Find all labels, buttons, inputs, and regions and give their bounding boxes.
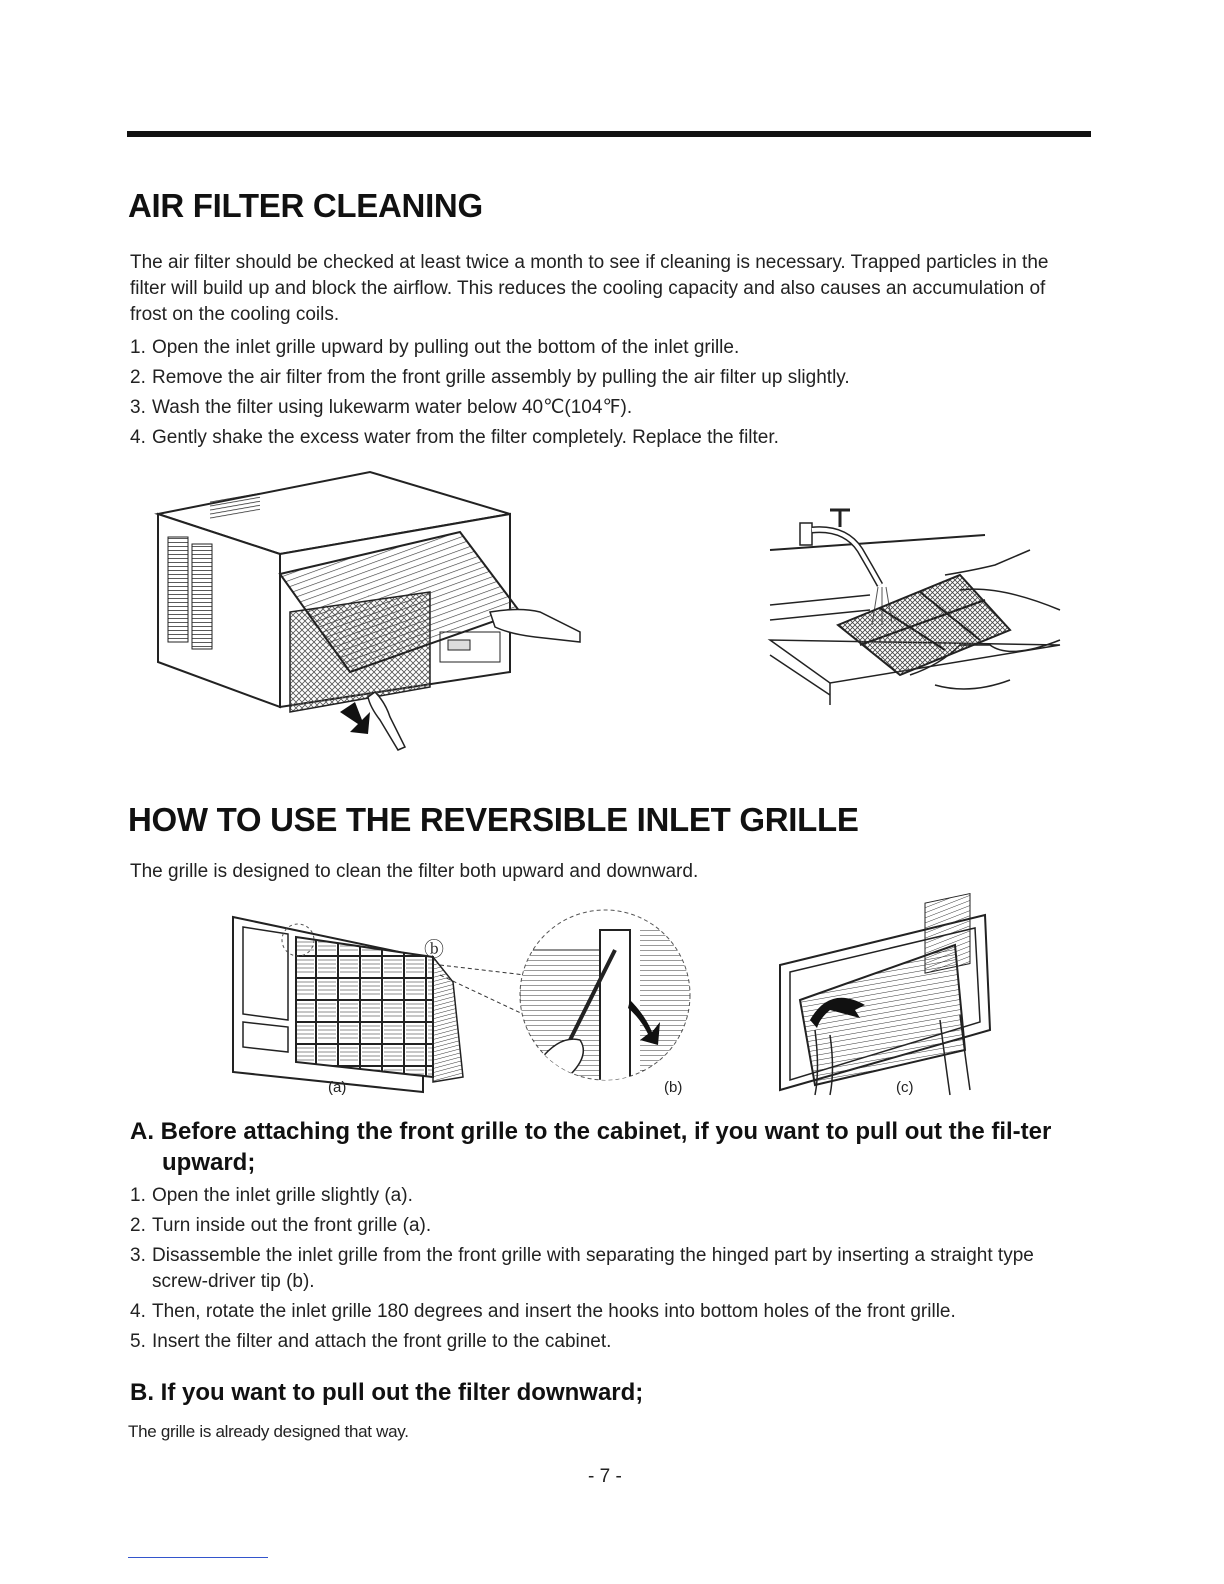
footer-link-underline	[128, 1557, 268, 1558]
section-intro-air-filter: The air filter should be checked at least twice a month to see if cleaning is necessary. Trapped particles in the filter will build up and block the airflow. This reduces the cooling capacity and also causes an accumulation of frost on the cooling coils.	[130, 252, 1049, 325]
subsection-title-a: A. Before attaching the front grille to the cabinet, if you want to pull out the fil-ter upward;	[130, 1118, 1052, 1176]
list-item: 3. Disassemble the inlet grille from the front grille with separating the hinged part by inserting a straight type screw-driver tip (b).	[130, 1245, 1034, 1292]
section-intro-reversible-grille: The grille is designed to clean the filter both upward and downward.	[130, 861, 699, 882]
section-title-air-filter: AIR FILTER CLEANING	[128, 187, 483, 224]
ac-unit-illustration	[140, 462, 600, 772]
top-rule	[127, 131, 1091, 137]
list-item: 3. Wash the filter using lukewarm water below 40℃(104℉).	[130, 397, 633, 418]
list-item: 2. Remove the air filter from the front grille assembly by pulling the air filter up slightly.	[130, 367, 850, 388]
grille-illustration-b	[430, 910, 700, 1090]
list-item: 4. Gently shake the excess water from the filter completely. Replace the filter.	[130, 427, 779, 448]
subsection-a-steps	[130, 1183, 1080, 1355]
list-item: 4. Then, rotate the inlet grille 180 degrees and insert the hooks into bottom holes of the front grille.	[130, 1301, 956, 1322]
figure-label-b: (b)	[664, 1079, 683, 1096]
page-number: - 7 -	[588, 1466, 622, 1487]
list-item: 2. Turn inside out the front grille (a).	[130, 1215, 432, 1236]
marker-b-label: ⓑ	[424, 939, 444, 961]
air-filter-steps	[130, 335, 1080, 451]
grille-illustration-c	[775, 910, 1000, 1100]
figure-label-a: (a)	[328, 1079, 347, 1096]
list-item: 1. Open the inlet grille slightly (a).	[130, 1185, 413, 1206]
filter-washing-illustration	[760, 495, 1080, 755]
list-item: 1. Open the inlet grille upward by pulling out the bottom of the inlet grille.	[130, 337, 740, 358]
section-title-reversible-grille: HOW TO USE THE REVERSIBLE INLET GRILLE	[128, 801, 859, 838]
subsection-title-b: B. If you want to pull out the filter downward;	[130, 1379, 644, 1406]
list-item: 5. Insert the filter and attach the front grille to the cabinet.	[130, 1331, 612, 1352]
subsection-b-text: The grille is already designed that way.	[128, 1422, 409, 1441]
figure-label-c: (c)	[896, 1079, 914, 1096]
